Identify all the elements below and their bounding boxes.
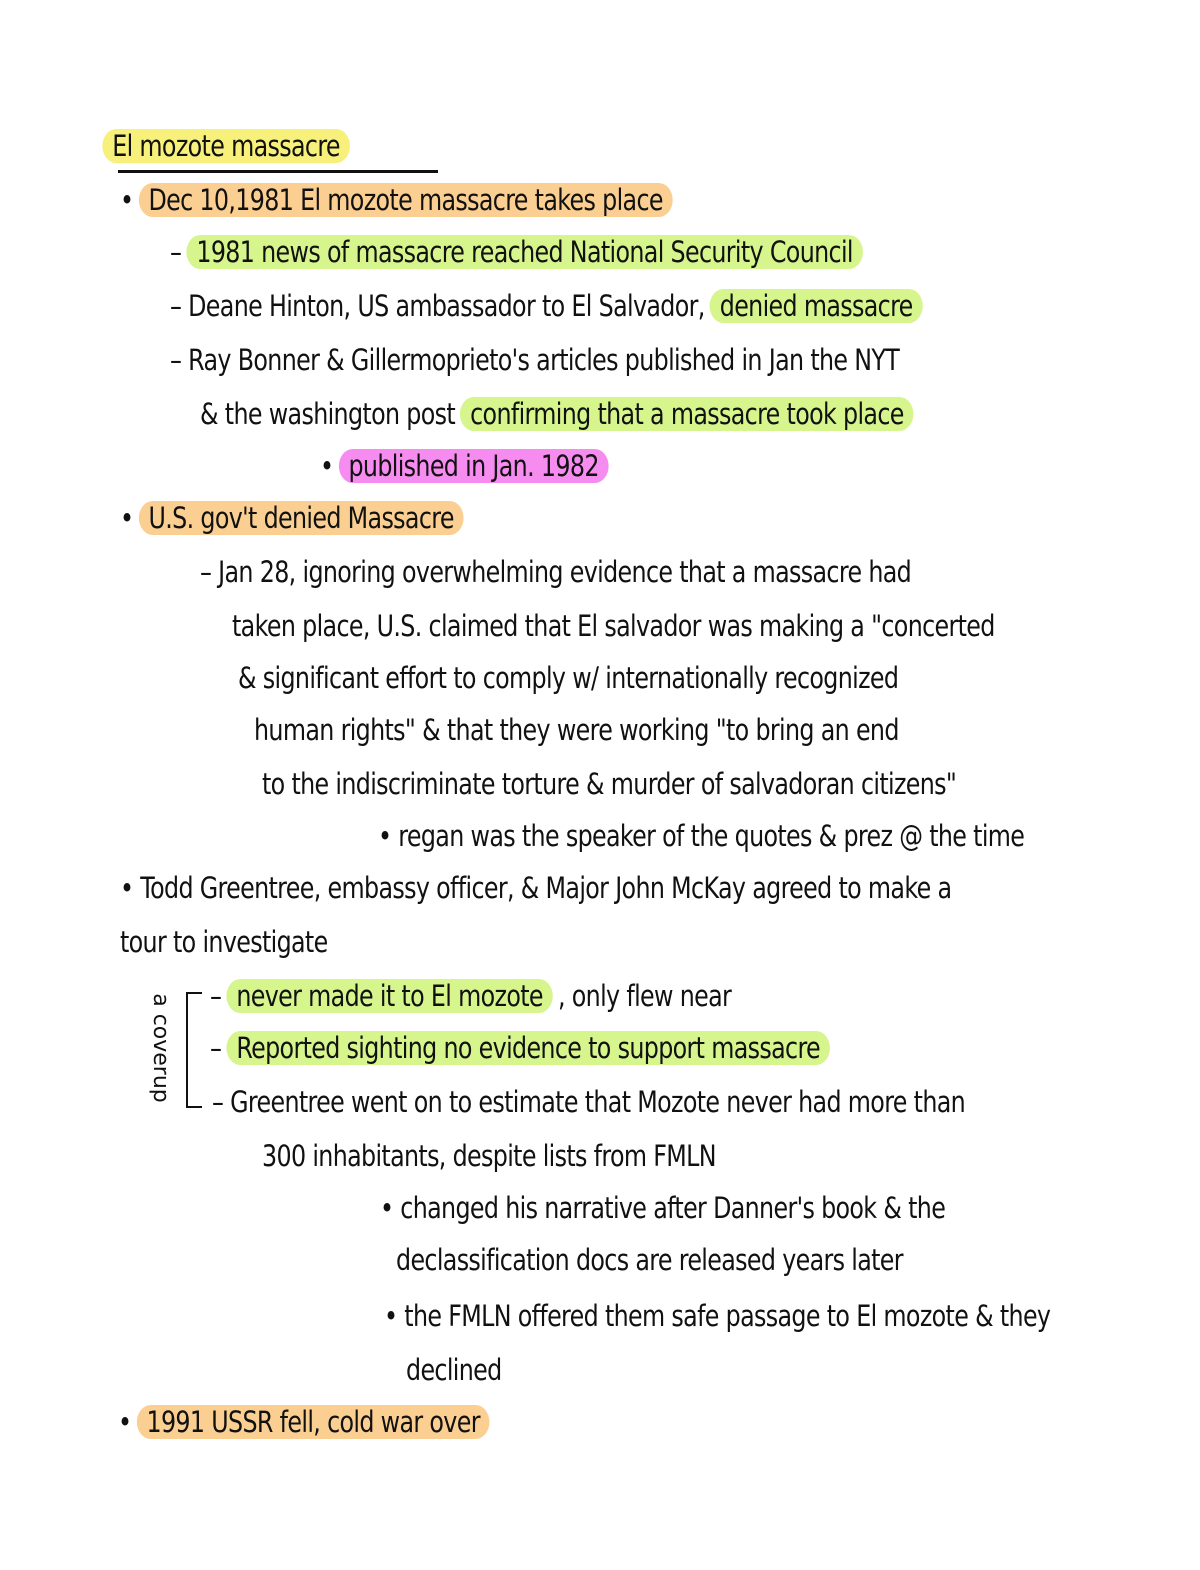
note-line-19 bbox=[262, 1134, 716, 1178]
note-line-10 bbox=[238, 656, 898, 700]
dash: – bbox=[210, 979, 222, 1013]
note-line-9 bbox=[232, 604, 995, 648]
highlight-orange: 1991 USSR fell, cold war over bbox=[137, 1405, 490, 1439]
title-highlight: El mozote massacre bbox=[102, 129, 349, 163]
line-text: 300 inhabitants, despite lists from FMLN bbox=[262, 1139, 716, 1173]
line-text: tour to investigate bbox=[120, 925, 328, 959]
line-text: & significant effort to comply w/ internationally recognized bbox=[238, 661, 899, 695]
highlight-pink: published in Jan. 1982 bbox=[339, 449, 609, 483]
note-line-20 bbox=[380, 1186, 945, 1230]
note-line-5 bbox=[200, 392, 912, 436]
note-line-7 bbox=[120, 496, 462, 540]
note-line-18 bbox=[212, 1080, 965, 1124]
bullet: • bbox=[120, 501, 134, 535]
dash: – bbox=[200, 555, 212, 589]
note-line-22 bbox=[384, 1294, 1050, 1338]
highlight-green: confirming that a massacre took place bbox=[460, 397, 913, 431]
bullet: • bbox=[378, 819, 392, 853]
note-line-16 bbox=[210, 974, 731, 1018]
dash: – bbox=[170, 289, 182, 323]
page-title bbox=[104, 124, 348, 168]
bullet: • bbox=[120, 183, 134, 217]
line-text: to the indiscriminate torture & murder of salvadoran citizens" bbox=[262, 767, 957, 801]
line-text: human rights" & that they were working "to bring an end bbox=[254, 713, 899, 747]
line-text: the FMLN offered them safe passage to El mozote & they bbox=[404, 1299, 1051, 1333]
highlight-orange: U.S. gov't denied Massacre bbox=[139, 501, 464, 535]
note-line-12 bbox=[262, 762, 956, 806]
highlight-orange: Dec 10,1981 El mozote massacre takes place bbox=[139, 183, 673, 217]
title-underline bbox=[118, 170, 438, 173]
note-line-6 bbox=[320, 444, 607, 488]
coverup-bracket bbox=[186, 992, 202, 1108]
note-line-2 bbox=[170, 230, 861, 274]
dash: – bbox=[210, 1031, 222, 1065]
line-text: taken place, U.S. claimed that El salvador was making a "concerted bbox=[232, 609, 995, 643]
line-text: Jan 28, ignoring overwhelming evidence that a massacre had bbox=[218, 555, 912, 589]
note-line-1 bbox=[120, 178, 671, 222]
line-text: & the washington post bbox=[200, 397, 456, 431]
note-line-17 bbox=[210, 1026, 828, 1070]
dash: – bbox=[170, 343, 182, 377]
note-line-8 bbox=[200, 550, 911, 594]
line-text: , only flew near bbox=[557, 979, 732, 1013]
side-note-coverup: a coverup bbox=[148, 993, 173, 1103]
bullet: • bbox=[118, 1405, 132, 1439]
highlight-green: 1981 news of massacre reached National Security Council bbox=[187, 235, 863, 269]
line-text: Deane Hinton, US ambassador to El Salvador, bbox=[188, 289, 705, 323]
line-text: regan was the speaker of the quotes & prez @ the time bbox=[398, 819, 1025, 853]
bullet: • bbox=[384, 1299, 398, 1333]
highlight-green: denied massacre bbox=[710, 289, 923, 323]
dash: – bbox=[170, 235, 182, 269]
line-text: Greentree went on to estimate that Mozote never had more than bbox=[230, 1085, 966, 1119]
line-text: changed his narrative after Danner's book & the bbox=[400, 1191, 946, 1225]
note-line-11 bbox=[254, 708, 899, 752]
note-line-21 bbox=[396, 1238, 903, 1282]
dash: – bbox=[212, 1085, 224, 1119]
bullet: • bbox=[320, 449, 334, 483]
note-line-4 bbox=[170, 338, 899, 382]
bullet: • bbox=[380, 1191, 394, 1225]
note-line-13 bbox=[378, 814, 1024, 858]
note-line-3 bbox=[170, 284, 921, 328]
note-line-15 bbox=[120, 920, 328, 964]
line-text: declassification docs are released years later bbox=[396, 1243, 903, 1277]
line-text: Todd Greentree, embassy officer, & Major John McKay agreed to make a bbox=[140, 871, 952, 905]
line-text: declined bbox=[406, 1353, 502, 1387]
bullet: • bbox=[120, 871, 134, 905]
highlight-green: never made it to El mozote bbox=[227, 979, 553, 1013]
note-line-24 bbox=[118, 1400, 488, 1444]
note-line-23 bbox=[406, 1348, 502, 1392]
line-text: Ray Bonner & Gillermoprieto's articles published in Jan the NYT bbox=[188, 343, 900, 377]
highlight-green: Reported sighting no evidence to support massacre bbox=[227, 1031, 830, 1065]
note-line-14 bbox=[120, 866, 951, 910]
